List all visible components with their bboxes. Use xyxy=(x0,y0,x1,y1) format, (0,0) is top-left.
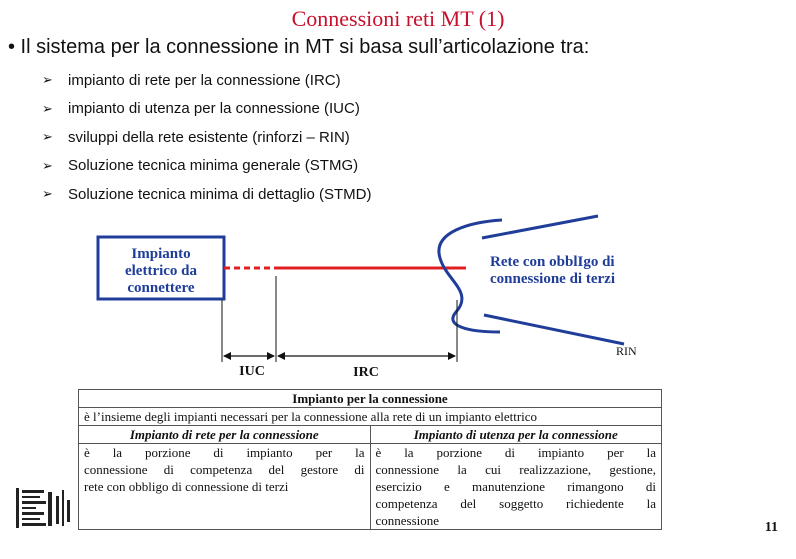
arrow-bullet-icon: ➢ xyxy=(42,100,53,116)
page-number: 11 xyxy=(764,520,778,535)
definition-table xyxy=(78,389,662,530)
network-label-line-2: connessione di terzi xyxy=(490,271,615,287)
left-column-title: Impianto di rete per la connessione xyxy=(79,426,371,444)
institution-logo-icon xyxy=(14,486,74,530)
right-body-line: esercizio e manutenzione rimangono di xyxy=(375,479,656,494)
arrow-bullet-icon: ➢ xyxy=(42,186,53,202)
right-body-line: competenza del soggetto richiedente la xyxy=(375,496,656,511)
network-label-line-1: Rete con obblIgo di xyxy=(490,254,615,270)
table-header: Impianto per la connessione xyxy=(79,390,662,408)
iuc-label: IUC xyxy=(239,364,265,379)
right-body-line: è la porzione di impianto per la xyxy=(375,445,656,460)
slide-title: Connessioni reti MT (1) xyxy=(291,6,505,31)
arrow-bullet-icon: ➢ xyxy=(42,72,53,88)
right-column-body xyxy=(370,444,662,530)
plant-box-line-2: elettrico da xyxy=(124,263,198,279)
arrow-bullet-icon: ➢ xyxy=(42,129,53,145)
rin-label: RIN xyxy=(616,344,637,358)
left-body-line: è la porzione di impianto per la xyxy=(84,445,365,460)
right-column-title: Impianto di utenza per la connessione xyxy=(370,426,662,444)
bullet-text: Soluzione tecnica minima generale (STMG) xyxy=(68,157,359,175)
bullet-text: impianto di rete per la connessione (IRC) xyxy=(68,71,341,89)
right-body-line: connessione la cui realizzazione, gestione, xyxy=(375,462,656,477)
network-line-lower xyxy=(484,315,624,344)
irc-label: IRC xyxy=(353,365,379,380)
bullet-text: impianto di utenza per la connessione (IUC) xyxy=(68,100,360,118)
plant-box-line-3: connettere xyxy=(127,280,195,296)
right-body-line: connessione xyxy=(375,513,440,528)
table-definition: è l’insieme degli impianti necessari per la connessione alla rete di un impianto elettrico xyxy=(79,408,662,426)
bullet-text: Soluzione tecnica minima di dettaglio (STMD) xyxy=(68,185,372,203)
left-body-line: rete con obbligo di connessione di terzi xyxy=(84,479,289,494)
left-body-line: connessione di competenza del gestore di xyxy=(84,462,365,477)
bullet-text: sviluppi della rete esistente (rinforzi – RIN) xyxy=(68,128,350,146)
arrow-bullet-icon: ➢ xyxy=(42,157,53,173)
intro-text: • Il sistema per la connessione in MT si basa sull’articolazione tra: xyxy=(8,36,590,58)
plant-box-line-1: Impianto xyxy=(131,246,191,262)
left-column-body xyxy=(79,444,371,530)
